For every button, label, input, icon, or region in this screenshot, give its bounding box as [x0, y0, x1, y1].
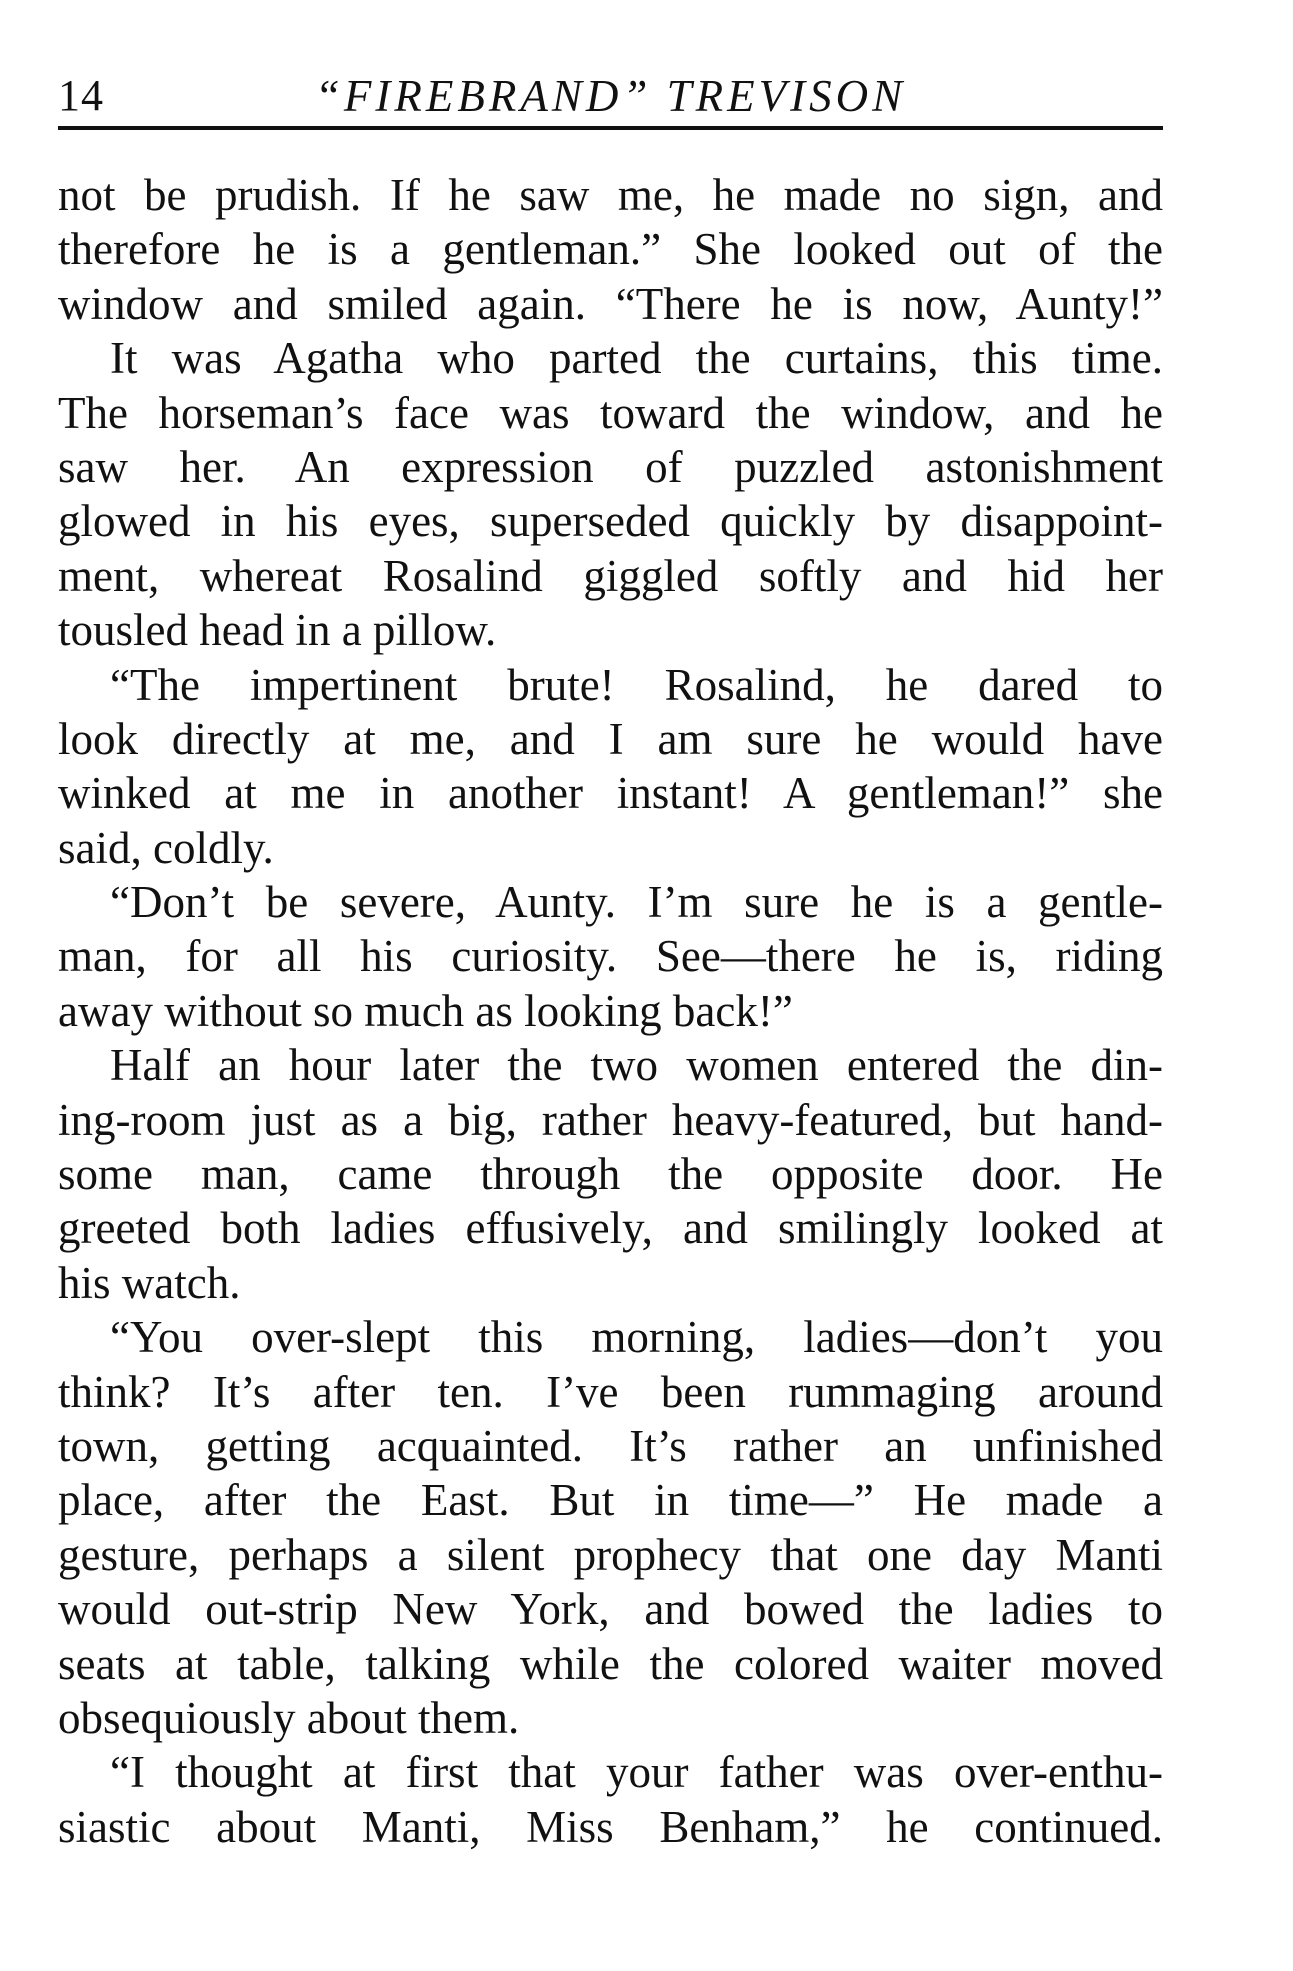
text-line: “The impertinent brute! Rosalind, he dared to — [110, 659, 1163, 710]
header-rule — [58, 126, 1163, 130]
text-line: gesture, perhaps a silent prophecy that one day Manti — [58, 1529, 1163, 1580]
text-line: look directly at me, and I am sure he would have — [58, 713, 1163, 764]
text-line: obsequiously about them. — [58, 1692, 520, 1743]
text-line: man, for all his curiosity. See—there he is, riding — [58, 931, 1163, 982]
page-number: 14 — [58, 71, 104, 120]
text-line: would out-strip New York, and bowed the ladies to — [58, 1584, 1163, 1635]
text-line: town, getting acquainted. It’s rather an unfinished — [58, 1420, 1163, 1471]
text-line: window and smiled again. “There he is now, Aunty!” — [58, 278, 1163, 329]
text-line: think? It’s after ten. I’ve been rummaging around — [58, 1366, 1163, 1417]
text-line: It was Agatha who parted the curtains, this time. — [110, 333, 1163, 384]
text-line: ment, whereat Rosalind giggled softly and hid her — [58, 550, 1163, 601]
text-line: place, after the East. But in time—” He made a — [58, 1475, 1163, 1526]
body-text — [58, 168, 1163, 1854]
text-line: The horseman’s face was toward the window, and he — [58, 387, 1163, 438]
text-line: saw her. An expression of puzzled astonishment — [58, 441, 1163, 492]
text-line: Half an hour later the two women entered the din- — [110, 1040, 1163, 1091]
text-line: said, coldly. — [58, 822, 274, 873]
text-line: therefore he is a gentleman.” She looked out of the — [58, 224, 1163, 275]
text-line: seats at table, talking while the colored waiter moved — [58, 1638, 1163, 1689]
text-line: greeted both ladies effusively, and smilingly looked at — [58, 1203, 1163, 1254]
text-line: his watch. — [58, 1257, 241, 1308]
text-line: not be prudish. If he saw me, he made no sign, and — [58, 170, 1163, 220]
text-line: glowed in his eyes, superseded quickly by disappoint- — [58, 496, 1163, 547]
text-line: away without so much as looking back!” — [58, 985, 793, 1036]
text-line: tousled head in a pillow. — [58, 605, 497, 656]
text-line: “I thought at first that your father was over-enthu- — [110, 1747, 1163, 1798]
text-line: “Don’t be severe, Aunty. I’m sure he is a gentle- — [110, 877, 1163, 928]
text-line: siastic about Manti, Miss Benham,” he continued. — [58, 1801, 1163, 1852]
text-line: “You over-slept this morning, ladies—don’t you — [110, 1312, 1163, 1363]
text-line: winked at me in another instant! A gentleman!” she — [58, 768, 1163, 819]
running-title: “FIREBRAND” TREVISON — [314, 71, 907, 121]
text-line: ing-room just as a big, rather heavy-featured, but hand- — [58, 1094, 1163, 1145]
running-head — [58, 66, 1163, 126]
text-line: some man, came through the opposite door. He — [58, 1149, 1163, 1200]
